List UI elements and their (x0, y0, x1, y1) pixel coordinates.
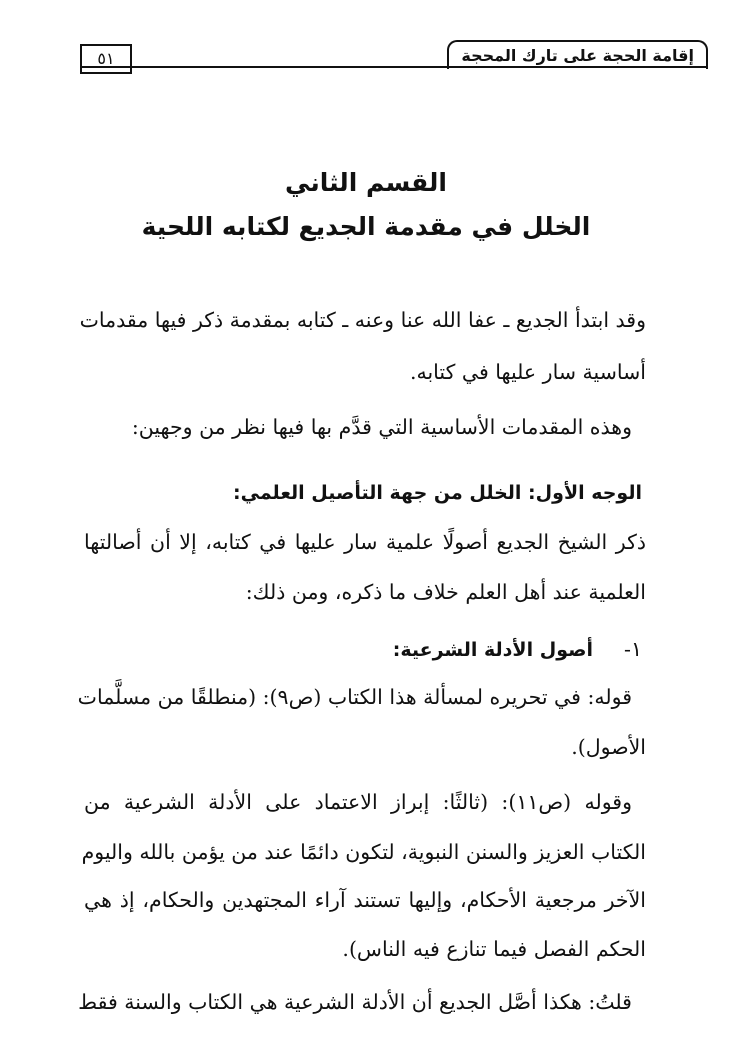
paragraph-line: الأصول). (571, 735, 646, 759)
page-number: ٥١ (80, 44, 132, 74)
section-subheading: الخلل في مقدمة الجديع لكتابه اللحية (141, 212, 591, 241)
item-number: ١- (624, 637, 642, 661)
paragraph-line: الحكم الفصل فيما تنازع فيه الناس). (342, 937, 646, 961)
list-item (84, 637, 642, 661)
item-heading: أصول الأدلة الشرعية: (392, 639, 593, 661)
paragraph-line: ذكر الشيخ الجديع أصولًا علمية سار عليها في كتابه، إلا أن أصالتها (84, 530, 646, 554)
face-heading: الوجه الأول: الخلل من جهة التأصيل العلمي: (233, 482, 642, 504)
running-header-title: إقامة الحجة على تارك المحجة (447, 40, 708, 69)
paragraph-line: العلمية عند أهل العلم خلاف ما ذكره، ومن ذلك: (245, 580, 646, 604)
paragraph-line: قلتُ: هكذا أصَّل الجديع أن الأدلة الشرعية هي الكتاب والسنة فقط (78, 990, 632, 1014)
section-heading: القسم الثاني (285, 168, 447, 197)
paragraph-line: أساسية سار عليها في كتابه. (409, 360, 646, 384)
paragraph-line: الآخر مرجعية الأحكام، وإليها تستند آراء المجتهدين والحكام، إذ هي (84, 888, 646, 912)
paragraph-line: وقد ابتدأ الجديع ـ عفا الله عنا وعنه ـ كتابه بمقدمة ذكر فيها مقدمات (79, 308, 646, 332)
paragraph-line: الكتاب العزيز والسنن النبوية، لتكون دائمًا عند من يؤمن بالله واليوم (81, 840, 646, 864)
paragraph-line: قوله: في تحريره لمسألة هذا الكتاب (ص٩): (منطلقًا من مسلَّمات (77, 685, 632, 709)
paragraph-line: وهذه المقدمات الأساسية التي قدَّم بها فيها نظر من وجهين: (131, 415, 632, 439)
paragraph-line: وقوله (ص١١): (ثالثًا: إبراز الاعتماد على الأدلة الشرعية من (84, 790, 632, 814)
